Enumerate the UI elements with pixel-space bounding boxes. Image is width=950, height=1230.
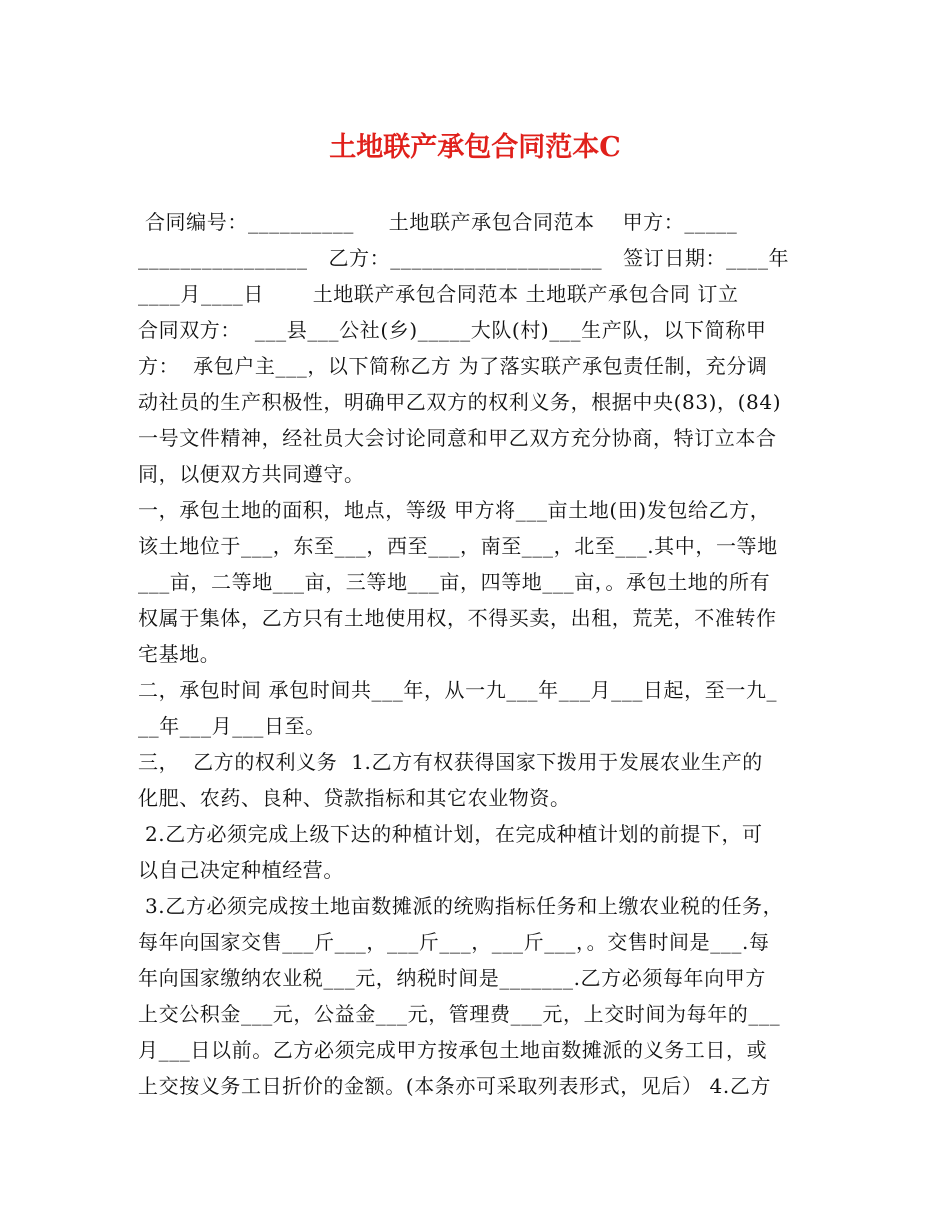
text-line: 合同双方： ___县___公社(乡)_____大队(村)___生产队，以下简称甲: [138, 318, 767, 342]
text-line: 合同编号：__________ 土地联产承包合同范本 甲方：_____: [138, 210, 738, 234]
text-line: 方： 承包户主___，以下简称乙方 为了落实联产承包责任制，充分调: [138, 354, 768, 378]
text-line: 同，以便双方共同遵守。: [138, 462, 365, 486]
text-line: 上交公积金___元，公益金___元，管理费___元，上交时间为每年的___: [138, 1002, 781, 1026]
document-title: 土地联产承包合同范本C: [329, 132, 621, 163]
text-line: 一号文件精神，经社员大会讨论同意和甲乙双方充分协商，特订立本合: [138, 426, 777, 450]
text-line: 三， 乙方的权利义务 1.乙方有权获得国家下拨用于发展农业生产的: [138, 750, 763, 774]
text-line: 3.乙方必须完成按土地亩数摊派的统购指标任务和上缴农业税的任务，: [138, 894, 784, 918]
text-line: ___亩，二等地___亩，三等地___亩，四等地___亩，。承包土地的所有: [138, 570, 771, 594]
text-line: 年向国家缴纳农业税___元，纳税时间是_______.乙方必须每年向甲方: [138, 966, 766, 990]
text-line: 动社员的生产积极性，明确甲乙双方的权利义务，根据中央(83)，(84): [138, 390, 782, 414]
text-line: 以自己决定种植经营。: [138, 858, 344, 882]
text-line: 2.乙方必须完成上级下达的种植计划，在完成种植计划的前提下，可: [138, 822, 763, 846]
text-line: 宅基地。: [138, 642, 221, 666]
text-line: 上交按义务工日折价的金额。(本条亦可采取列表形式，见后） 4.乙方: [138, 1074, 772, 1098]
text-line: ________________ 乙方：____________________ 签订日期：____年: [138, 246, 790, 270]
text-line: __年___月___日至。: [138, 714, 326, 738]
text-line: 化肥、农药、良种、贷款指标和其它农业物资。: [138, 786, 571, 810]
text-line: 二，承包时间 承包时间共___年，从一九___年___月___日起，至一九_: [138, 678, 778, 702]
text-line: 一，承包土地的面积，地点，等级 甲方将___亩土地(田)发包给乙方，: [138, 498, 771, 522]
text-line: ____月____日 土地联产承包合同范本 土地联产承包合同 订立: [138, 282, 739, 306]
text-line: 每年向国家交售___斤___，___斤___，___斤___，。交售时间是___.每: [138, 930, 770, 954]
text-line: 该土地位于___，东至___，西至___，南至___，北至___.其中，一等地: [138, 534, 778, 558]
text-line: 权属于集体，乙方只有土地使用权，不得买卖，出租，荒芜，不准转作: [138, 606, 777, 630]
text-line: 月___日以前。乙方必须完成甲方按承包土地亩数摊派的义务工日，或: [138, 1038, 768, 1062]
